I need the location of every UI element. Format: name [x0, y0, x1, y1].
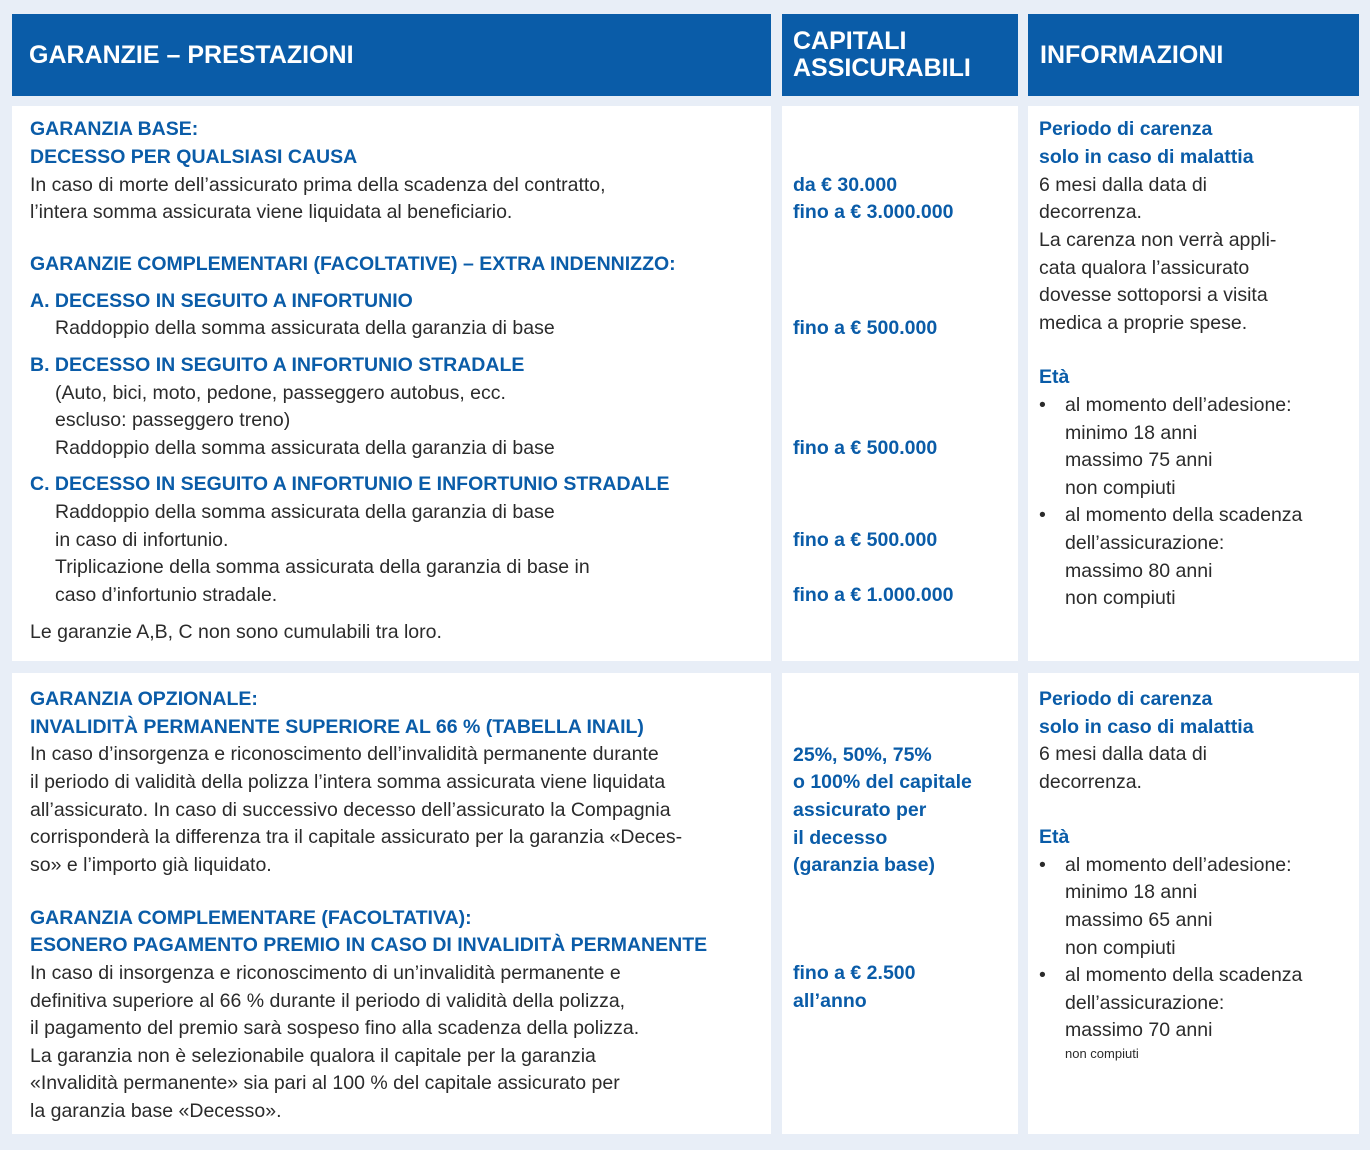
eta-bullet-text: minimo 18 anni	[1065, 422, 1198, 444]
garanzia-c-text: caso d’infortunio stradale.	[55, 584, 278, 606]
complementare-text: definitiva superiore al 66 % durante il periodo di validità della polizza,	[30, 990, 626, 1012]
eta-bullet-text: non compiuti	[1065, 587, 1176, 609]
garanzia-b-title: B. DECESSO IN SEGUITO A INFORTUNIO STRADALE	[30, 354, 525, 376]
carenza-title: Periodo di carenza	[1039, 688, 1213, 710]
complementare-text: il pagamento del premio sarà sospeso fino alla scadenza della polizza.	[30, 1017, 640, 1039]
header-informazioni	[1028, 14, 1359, 96]
capitale-base-max: fino a € 3.000.000	[793, 201, 954, 223]
garanzia-a-title: A. DECESSO IN SEGUITO A INFORTUNIO	[30, 290, 413, 312]
eta-title: Età	[1039, 826, 1070, 848]
carenza-text: cata qualora l’assicurato	[1039, 257, 1250, 279]
complementare-text: «Invalidità permanente» sia pari al 100 % del capitale assicurato per	[30, 1072, 620, 1094]
cumulabili-note: Le garanzie A,B, C non sono cumulabili tra loro.	[30, 621, 442, 643]
header-capitali-line1: CAPITALI	[793, 27, 907, 55]
opzionale-subtitle: INVALIDITÀ PERMANENTE SUPERIORE AL 66 % (TABELLA INAIL)	[30, 716, 644, 738]
bullet-icon: •	[1039, 504, 1046, 526]
garanzia-c-title: C. DECESSO IN SEGUITO A INFORTUNIO E INFORTUNIO STRADALE	[30, 473, 670, 495]
carenza-subtitle: solo in caso di malattia	[1039, 716, 1254, 738]
row1-garanzie-cell	[12, 106, 771, 661]
complementare-text: In caso di insorgenza e riconoscimento di un’invalidità permanente e	[30, 962, 621, 984]
garanzia-a-text: Raddoppio della somma assicurata della garanzia di base	[55, 317, 555, 339]
row2-capitali-cell	[782, 673, 1018, 1134]
opzionale-text: all’assicurato. In caso di successivo decesso dell’assicurato la Compagnia	[30, 799, 671, 821]
header-capitali-line2: ASSICURABILI	[793, 54, 971, 82]
carenza-text: 6 mesi dalla data di	[1039, 743, 1208, 765]
eta-bullet-text: dell’assicurazione:	[1065, 992, 1225, 1014]
row2-garanzie-cell	[12, 673, 771, 1134]
capitale-a: fino a € 500.000	[793, 317, 938, 339]
capitale-opzionale: 25%, 50%, 75%	[793, 744, 932, 766]
capitale-base-min: da € 30.000	[793, 174, 898, 196]
base-title: GARANZIA BASE:	[30, 118, 199, 140]
garanzia-c-text: in caso di infortunio.	[55, 529, 229, 551]
row1-informazioni-cell	[1028, 106, 1359, 661]
eta-bullet-text: al momento dell’adesione:	[1065, 394, 1292, 416]
eta-title: Età	[1039, 366, 1070, 388]
complementari-title: GARANZIE COMPLEMENTARI (FACOLTATIVE) – EXTRA INDENNIZZO:	[30, 253, 676, 275]
eta-bullet-text: massimo 70 anni	[1065, 1019, 1213, 1041]
opzionale-title: GARANZIA OPZIONALE:	[30, 688, 258, 710]
capitale-c-stradale: fino a € 1.000.000	[793, 584, 954, 606]
bullet-icon: •	[1039, 394, 1046, 416]
header-garanzie-label: GARANZIE – PRESTAZIONI	[29, 40, 354, 69]
opzionale-text: il periodo di validità della polizza l’intera somma assicurata viene liquidata	[30, 771, 666, 793]
eta-bullet-text: al momento dell’adesione:	[1065, 854, 1292, 876]
eta-bullet-text: dell’assicurazione:	[1065, 532, 1225, 554]
eta-bullet-text: minimo 18 anni	[1065, 881, 1198, 903]
eta-bullet-text: massimo 80 anni	[1065, 560, 1213, 582]
capitale-complementare: all’anno	[793, 990, 867, 1012]
row1-capitali-cell	[782, 106, 1018, 661]
garanzia-c-text: Raddoppio della somma assicurata della garanzia di base	[55, 501, 555, 523]
garanzia-b-text: escluso: passeggero treno)	[55, 409, 291, 431]
carenza-text: decorrenza.	[1039, 201, 1142, 223]
capitale-complementare: fino a € 2.500	[793, 962, 916, 984]
complementare-title: GARANZIA COMPLEMENTARE (FACOLTATIVA):	[30, 907, 472, 929]
eta-bullet-text: massimo 65 anni	[1065, 909, 1213, 931]
header-garanzie	[12, 14, 771, 96]
carenza-title: Periodo di carenza	[1039, 118, 1213, 140]
capitale-opzionale: (garanzia base)	[793, 854, 935, 876]
base-text-line: In caso di morte dell’assicurato prima della scadenza del contratto,	[30, 174, 606, 196]
capitale-opzionale: o 100% del capitale	[793, 771, 972, 793]
carenza-text: dovesse sottoporsi a visita	[1039, 284, 1268, 306]
eta-bullet-text: non compiuti	[1065, 1046, 1139, 1061]
opzionale-text: In caso d’insorgenza e riconoscimento dell’invalidità permanente durante	[30, 743, 659, 765]
capitale-c-infortunio: fino a € 500.000	[793, 529, 938, 551]
capitale-b: fino a € 500.000	[793, 437, 938, 459]
opzionale-text: so» e l’importo già liquidato.	[30, 854, 272, 876]
capitale-opzionale: il decesso	[793, 827, 888, 849]
complementare-text: la garanzia base «Decesso».	[30, 1100, 282, 1122]
garanzia-b-text: (Auto, bici, moto, pedone, passeggero autobus, ecc.	[55, 382, 506, 404]
carenza-text: decorrenza.	[1039, 771, 1142, 793]
eta-bullet-text: massimo 75 anni	[1065, 449, 1213, 471]
opzionale-text: corrisponderà la differenza tra il capitale assicurato per la garanzia «Deces-	[30, 826, 683, 848]
base-subtitle: DECESSO PER QUALSIASI CAUSA	[30, 146, 358, 168]
eta-bullet-text: non compiuti	[1065, 937, 1176, 959]
complementare-text: La garanzia non è selezionabile qualora il capitale per la garanzia	[30, 1045, 596, 1067]
carenza-subtitle: solo in caso di malattia	[1039, 146, 1254, 168]
garanzia-b-text: Raddoppio della somma assicurata della garanzia di base	[55, 437, 555, 459]
row2-informazioni-cell	[1028, 673, 1359, 1134]
complementare-subtitle: ESONERO PAGAMENTO PREMIO IN CASO DI INVALIDITÀ PERMANENTE	[30, 934, 708, 956]
carenza-text: medica a proprie spese.	[1039, 312, 1248, 334]
eta-bullet-text: al momento della scadenza	[1065, 964, 1303, 986]
bullet-icon: •	[1039, 964, 1046, 986]
header-capitali	[782, 14, 1018, 96]
capitale-opzionale: assicurato per	[793, 799, 927, 821]
eta-bullet-text: non compiuti	[1065, 477, 1176, 499]
header-informazioni-label: INFORMAZIONI	[1040, 40, 1224, 69]
eta-bullet-text: al momento della scadenza	[1065, 504, 1303, 526]
garanzia-c-text: Triplicazione della somma assicurata della garanzia di base in	[55, 556, 590, 578]
carenza-text: La carenza non verrà appli-	[1039, 229, 1277, 251]
bullet-icon: •	[1039, 854, 1046, 876]
base-text-line: l’intera somma assicurata viene liquidata al beneficiario.	[30, 201, 513, 223]
carenza-text: 6 mesi dalla data di	[1039, 174, 1208, 196]
